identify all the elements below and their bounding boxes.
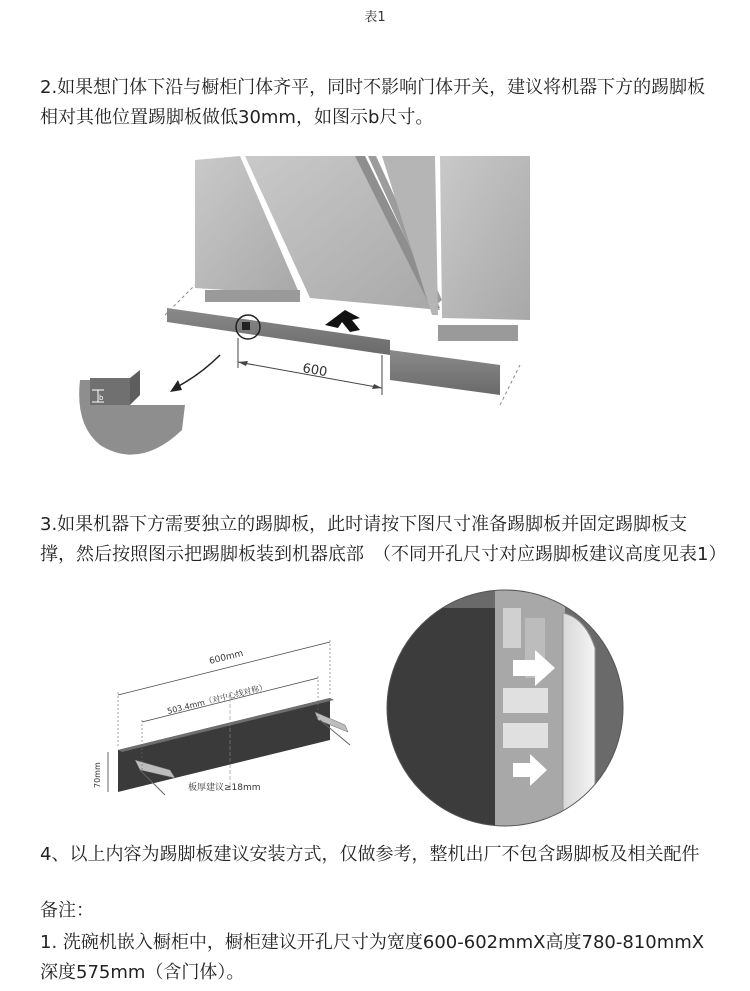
height-70mm-label: 70mm <box>93 762 102 788</box>
thickness-label: 板厚建议≥18mm <box>188 783 261 793</box>
detail-pointer-arrow <box>175 355 220 388</box>
instruction-2: 2.如果想门体下沿与橱柜门体齐平，同时不影响门体开关，建议将机器下方的踢脚板相对其他位置踢脚板做低30mm，如图示b尺寸。 <box>40 77 706 128</box>
lowered-kickboard <box>167 308 390 355</box>
installation-closeup-figure <box>385 588 625 828</box>
kickboard-lowered-figure <box>70 150 540 465</box>
center-503mm-label: 503.4mm（对中心线对称） <box>166 682 268 716</box>
detail-b-label: b <box>99 394 104 402</box>
kickboard-lowered-illustration <box>70 150 540 465</box>
notes-title: 备注： <box>40 900 94 921</box>
instruction-3: 3.如果机器下方需要独立的踢脚板，此时请按下图尺寸准备踢脚板并固定踢脚板支撑，然后按照图示把踢脚板装到机器底部 （不同开孔尺寸对应踢脚板建议高度见表1） <box>40 514 727 565</box>
kickboard-dimension-figure <box>80 620 380 815</box>
dark-cabinet-side <box>385 608 495 828</box>
note-item-1: 1. 洗碗机嵌入橱柜中，橱柜建议开孔尺寸为宽度600-602mmX高度780-810mmX深度575mm（含门体）。 <box>40 932 705 983</box>
dimension-600-label: 600 <box>301 361 329 381</box>
insert-arrow-icon <box>325 310 360 332</box>
table-caption: 表1 <box>364 10 386 25</box>
kickboard-dimension-drawing <box>80 620 380 815</box>
instruction-4: 4、以上内容为踢脚板建议安装方式，仅做参考，整机出厂不包含踢脚板及相关配件 <box>40 844 700 865</box>
door-panel <box>563 613 595 826</box>
width-600mm-label: 600mm <box>208 648 245 667</box>
installation-closeup-illustration <box>385 588 625 828</box>
